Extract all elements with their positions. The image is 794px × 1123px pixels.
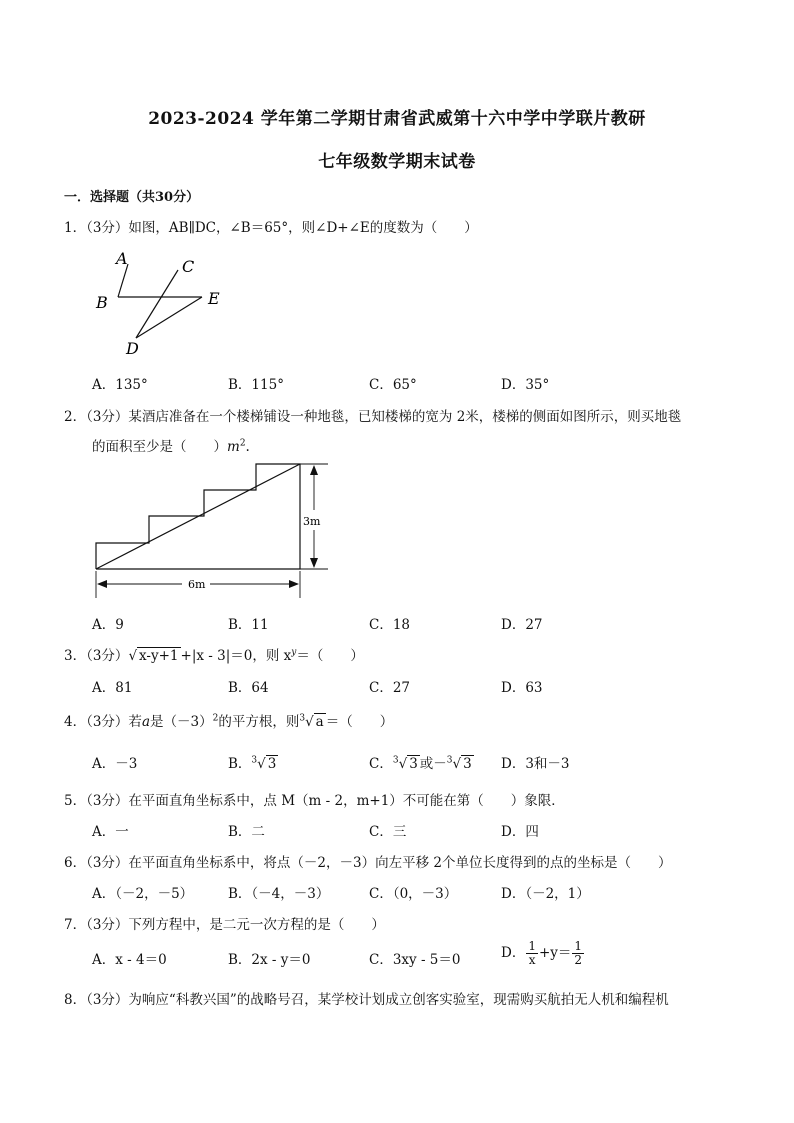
question-1-figure — [90, 246, 240, 362]
question-5-option-d: D．四 — [501, 824, 539, 840]
question-5-option-b: B．二 — [228, 824, 265, 840]
question-4-stem: 4．（3分）若a是$(-3)^2$的平方根，则$^3$√ a ＝（ ） — [64, 713, 394, 730]
height-arrowhead-up — [310, 465, 318, 475]
question-3-option-b: B．64 — [228, 680, 269, 696]
question-3-option-a: A．81 — [92, 680, 133, 696]
question-5-option-c: C．三 — [369, 824, 407, 840]
question-2-option-d: D．27 — [501, 617, 543, 633]
width-arrowhead-left — [97, 580, 107, 588]
question-7-option-a: A．x - 4＝0 — [92, 952, 167, 968]
question-1-option-d: D．35° — [501, 377, 550, 393]
question-2-stem: 2．（3分）某酒店准备在一个楼梯铺设一种地毯，已知楼梯的宽为 2米，楼梯的侧面如图所示，则买地毯 — [64, 409, 682, 425]
segment-ab — [118, 264, 128, 297]
question-4-option-c: C．$^3$√ 3 或－$^3$√ 3 — [369, 755, 472, 772]
question-6-option-b: B．（－4，－3） — [228, 886, 330, 902]
question-2-option-c: C．18 — [369, 617, 411, 633]
segment-cd — [136, 270, 178, 338]
exam-title-line2: 七年级数学期末试卷 — [318, 152, 476, 172]
width-label: 6m — [188, 578, 206, 591]
height-arrowhead-down — [310, 558, 318, 568]
point-label-e: E — [208, 289, 220, 308]
question-4-option-b: B．$^3$√ 3 — [228, 755, 277, 772]
question-1-option-c: C．65° — [369, 377, 417, 393]
point-label-a: A — [116, 249, 128, 268]
height-label: 3m — [303, 515, 321, 528]
question-2-stem-cont: 的面积至少是（ ）$m^2$. — [92, 438, 250, 455]
question-3-stem: 3．（3分）√ x-y+1 +|x - 3|＝0，则 $x^y=$（ ） — [64, 647, 364, 664]
question-5-option-a: A．一 — [92, 824, 129, 840]
point-label-d: D — [126, 339, 139, 358]
question-1-option-b: B．115° — [228, 377, 284, 393]
question-3-option-d: D．63 — [501, 680, 543, 696]
point-label-b: B — [96, 293, 108, 312]
question-2-option-b: B．11 — [228, 617, 269, 633]
question-3-radicand: x-y+1 — [139, 648, 179, 664]
question-7-option-c: C．3xy - 5＝0 — [369, 952, 461, 968]
question-7-stem: 7．（3分）下列方程中，是二元一次方程的是（ ） — [64, 917, 385, 933]
question-5-stem: 5．（3分）在平面直角坐标系中，点 M（m - 2，m+1）不可能在第（ ）象限． — [64, 793, 565, 809]
question-1-stem: 1．（3分）如图，AB∥DC，∠B＝65°，则∠D+∠E的度数为（ ） — [64, 220, 478, 236]
point-label-c: C — [182, 257, 195, 276]
width-arrowhead-right — [289, 580, 299, 588]
question-6-stem: 6．（3分）在平面直角坐标系中，将点（－2，－3）向左平移 2个单位长度得到的点的坐标是（ ） — [64, 855, 672, 871]
segment-de — [136, 297, 202, 338]
question-6-option-a: A．（－2，－5） — [92, 886, 194, 902]
question-4-option-a: A．－3 — [92, 756, 138, 772]
question-6-option-d: D．（－2，1） — [501, 886, 590, 902]
question-1-option-a: A．135° — [92, 377, 148, 393]
exam-title-line1: 2023-2024 学年第二学期甘肃省武威第十六中学中学联片教研 — [148, 109, 646, 129]
question-2-stair-figure — [92, 460, 342, 602]
question-7-option-d: D． $\frac{1}{x}$ +y＝ $\frac{1}{2}$ — [501, 939, 583, 967]
question-4-option-d: D．3和－3 — [501, 756, 570, 772]
section-heading: 一．选择题（共30分） — [64, 190, 200, 205]
question-8-stem: 8．（3分）为响应“科教兴国”的战略号召，某学校计划成立创客实验室，现需购买航拍无人机和编程机 — [64, 992, 669, 1008]
question-2-option-a: A．9 — [92, 617, 124, 633]
stair-diagonal — [96, 464, 300, 569]
question-3-option-c: C．27 — [369, 680, 411, 696]
question-7-option-b: B．2x - y＝0 — [228, 952, 311, 968]
question-6-option-c: C．（0，－3） — [369, 886, 458, 902]
